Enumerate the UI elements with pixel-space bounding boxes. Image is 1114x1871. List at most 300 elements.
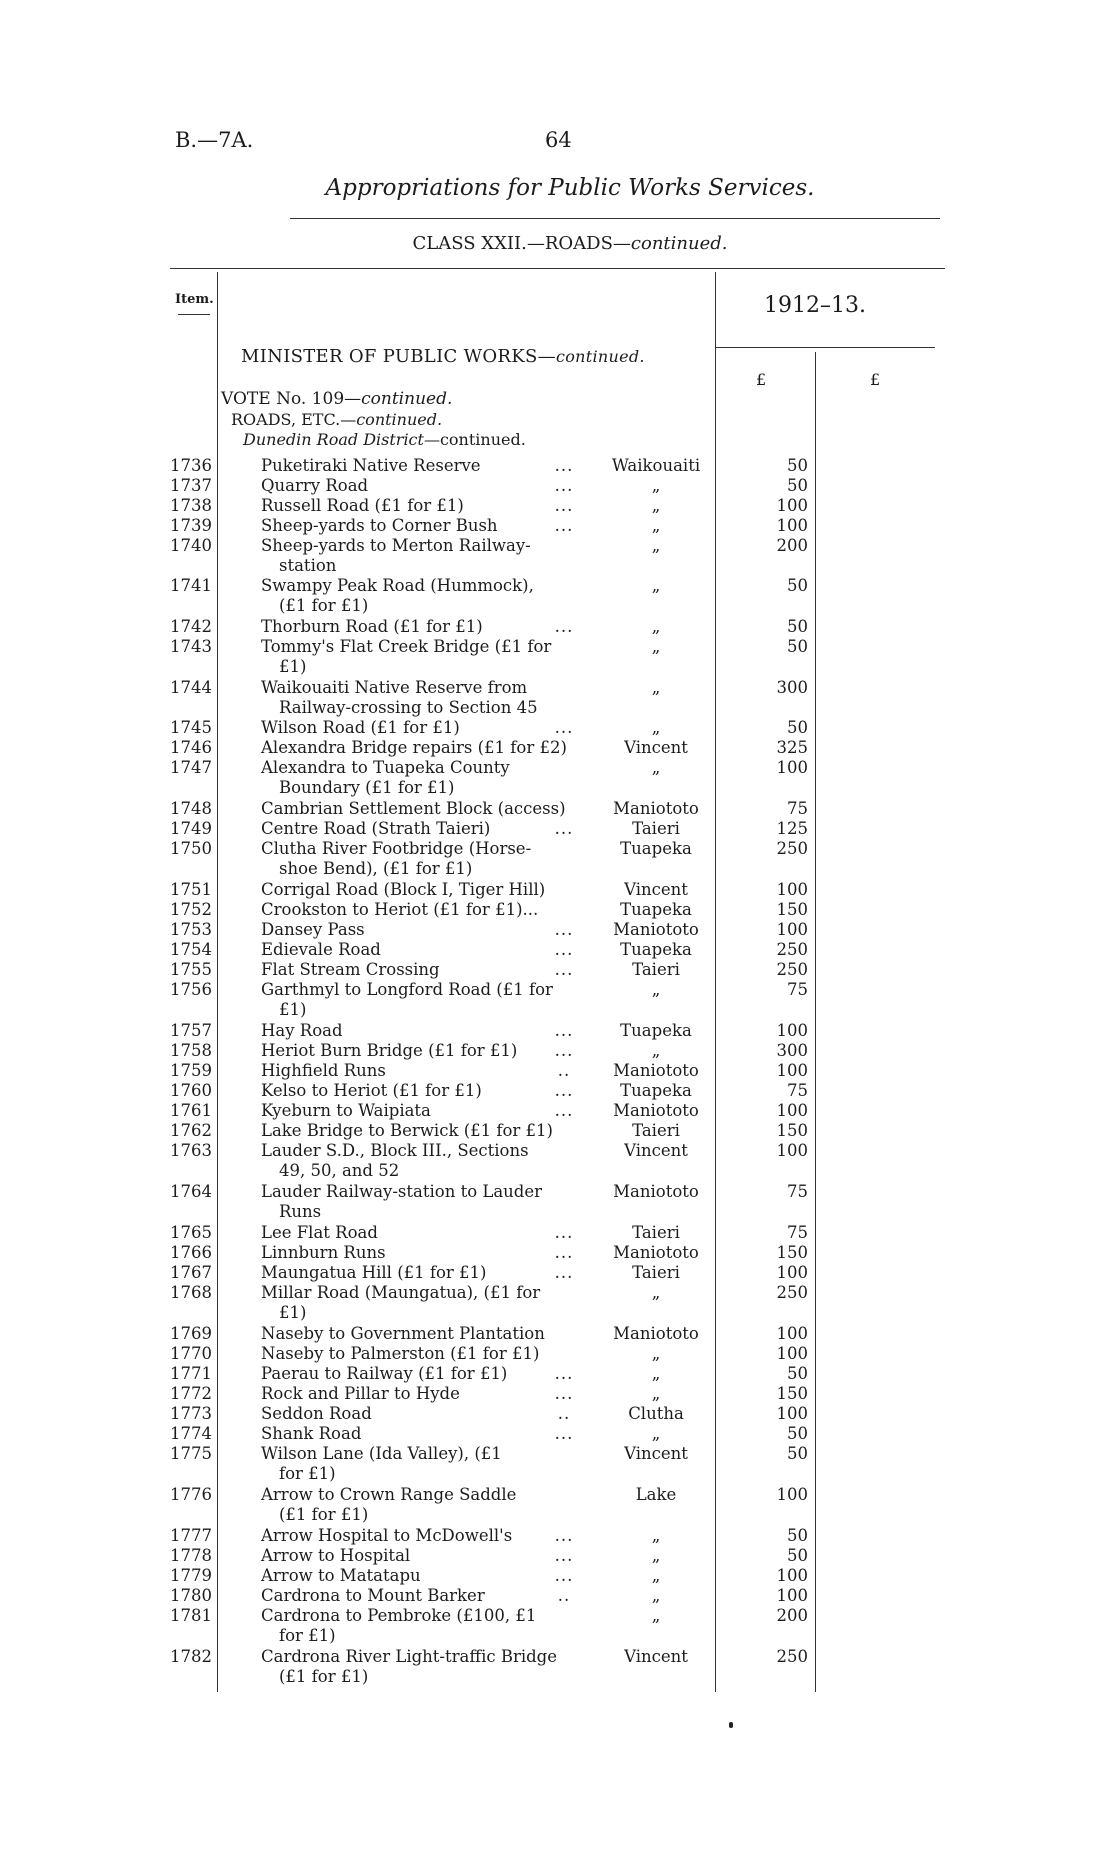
district-name: Tuapeka — [620, 900, 692, 919]
district-name: „ — [651, 617, 661, 636]
district-name: „ — [651, 576, 661, 595]
roads-subheading-text: ROADS, ETC.— — [231, 410, 357, 429]
item-description — [261, 1121, 586, 1141]
table-row — [0, 1021, 1114, 1041]
item-number: 1739 — [170, 516, 212, 535]
description-line: Swampy Peak Road (Hummock), — [261, 576, 534, 595]
table-row — [0, 1344, 1114, 1364]
item-number: 1770 — [170, 1344, 212, 1363]
table-row — [0, 1223, 1114, 1243]
leader-dots: ... — [554, 819, 574, 838]
item-description — [261, 1283, 586, 1323]
document-reference: B.—7A. — [175, 128, 254, 152]
amount-value: 250 — [776, 839, 808, 858]
district-name: „ — [651, 678, 661, 697]
item-description — [261, 880, 586, 900]
description-line: Kyeburn to Waipiata — [261, 1101, 431, 1120]
item-description — [261, 1223, 586, 1243]
description-continuation: Boundary (£1 for £1) — [279, 778, 455, 797]
table-row — [0, 1384, 1114, 1404]
district-name: Maniototo — [613, 799, 699, 818]
item-number: 1781 — [170, 1606, 212, 1625]
table-row — [0, 1283, 1114, 1322]
table-row — [0, 1424, 1114, 1444]
item-description — [261, 1404, 586, 1424]
item-description — [261, 900, 586, 920]
description-continuation: for £1) — [279, 1464, 336, 1483]
item-number: 1760 — [170, 1081, 212, 1100]
district-name: Taieri — [632, 819, 680, 838]
district-name: „ — [651, 1586, 661, 1605]
amount-value: 100 — [776, 1101, 808, 1120]
item-number: 1766 — [170, 1243, 212, 1262]
item-description — [261, 516, 586, 536]
amount-value: 50 — [787, 1424, 808, 1443]
item-number: 1756 — [170, 980, 212, 999]
table-row — [0, 1263, 1114, 1283]
table-row — [0, 758, 1114, 797]
table-row — [0, 920, 1114, 940]
item-description — [261, 617, 586, 637]
description-continuation: (£1 for £1) — [279, 1505, 369, 1524]
description-continuation: (£1 for £1) — [279, 596, 369, 615]
item-number: 1736 — [170, 456, 212, 475]
item-description — [261, 1526, 586, 1546]
description-continuation: (£1 for £1) — [279, 1667, 369, 1686]
item-number: 1765 — [170, 1223, 212, 1242]
district-name: „ — [651, 1606, 661, 1625]
leader-dots: ... — [554, 1223, 574, 1242]
amount-value: 150 — [776, 900, 808, 919]
table-row — [0, 1243, 1114, 1263]
amount-value: 125 — [776, 819, 808, 838]
item-number: 1738 — [170, 496, 212, 515]
item-description — [261, 1546, 586, 1566]
description-line: Lauder S.D., Block III., Sections — [261, 1141, 529, 1160]
year-column-header: 1912–13. — [764, 293, 866, 318]
amount-value: 75 — [787, 1223, 808, 1242]
leader-dots: ... — [554, 1243, 574, 1262]
description-line: Cambrian Settlement Block (access) — [261, 799, 566, 818]
item-number: 1763 — [170, 1141, 212, 1160]
district-name: Clutha — [628, 1404, 684, 1423]
item-number: 1750 — [170, 839, 212, 858]
district-name: „ — [651, 1424, 661, 1443]
description-line: Arrow to Hospital — [261, 1546, 411, 1565]
amount-value: 100 — [776, 1485, 808, 1504]
item-description — [261, 1263, 586, 1283]
description-line: Highfield Runs — [261, 1061, 386, 1080]
description-line: Cardrona to Mount Barker — [261, 1586, 485, 1605]
description-line: Lauder Railway-station to Lauder — [261, 1182, 543, 1201]
table-row — [0, 1141, 1114, 1180]
item-number: 1737 — [170, 476, 212, 495]
item-number: 1745 — [170, 718, 212, 737]
leader-dots: ... — [554, 718, 574, 737]
description-line: Flat Stream Crossing — [261, 960, 440, 979]
table-top-rule — [170, 268, 945, 269]
table-row — [0, 1647, 1114, 1686]
description-continuation: £1) — [279, 657, 307, 676]
item-description — [261, 1061, 586, 1081]
amount-value: 50 — [787, 1526, 808, 1545]
description-line: Lake Bridge to Berwick (£1 for £1) — [261, 1121, 553, 1140]
vote-heading-suffix: continued. — [361, 389, 453, 409]
page-title: Appropriations for Public Works Services. — [325, 175, 815, 201]
district-name: Vincent — [624, 1647, 688, 1666]
amount-value: 100 — [776, 1021, 808, 1040]
leader-dots: ... — [554, 1263, 574, 1282]
district-name: Lake — [635, 1485, 677, 1504]
district-name: „ — [651, 1566, 661, 1585]
amount-value: 50 — [787, 476, 808, 495]
description-line: Naseby to Government Plantation — [261, 1324, 545, 1343]
item-number: 1757 — [170, 1021, 212, 1040]
page-number: 64 — [545, 128, 572, 152]
amount-value: 50 — [787, 456, 808, 475]
description-continuation: £1) — [279, 1000, 307, 1019]
description-line: Arrow to Crown Range Saddle — [261, 1485, 517, 1504]
district-name: „ — [651, 980, 661, 999]
amount-value: 75 — [787, 980, 808, 999]
description-line: Linnburn Runs — [261, 1243, 386, 1262]
item-number: 1777 — [170, 1526, 212, 1545]
district-name: „ — [651, 1041, 661, 1060]
leader-dots: ... — [554, 1364, 574, 1383]
item-number: 1744 — [170, 678, 212, 697]
district-subheading-text: Dunedin Road District— — [243, 430, 440, 449]
item-description — [261, 476, 586, 496]
amount-value: 50 — [787, 576, 808, 595]
table-row — [0, 1404, 1114, 1424]
item-number: 1778 — [170, 1546, 212, 1565]
district-name: Taieri — [632, 1121, 680, 1140]
district-name: Vincent — [624, 738, 688, 757]
table-row — [0, 576, 1114, 615]
item-description — [261, 678, 586, 718]
description-continuation: 49, 50, and 52 — [279, 1161, 400, 1180]
class-heading — [290, 233, 850, 254]
leader-dots: ... — [554, 1546, 574, 1565]
item-number: 1773 — [170, 1404, 212, 1423]
table-row — [0, 1121, 1114, 1141]
item-column-header: Item. — [175, 292, 214, 307]
leader-dots: ... — [554, 617, 574, 636]
table-row — [0, 536, 1114, 575]
description-line: Maungatua Hill (£1 for £1) — [261, 1263, 487, 1282]
district-name: Maniototo — [613, 1243, 699, 1262]
item-description — [261, 738, 586, 758]
item-description — [261, 1485, 586, 1525]
description-line: Wilson Lane (Ida Valley), (£1 — [261, 1444, 502, 1463]
item-number: 1779 — [170, 1566, 212, 1585]
description-line: Seddon Road — [261, 1404, 372, 1423]
amount-value: 200 — [776, 536, 808, 555]
table-row — [0, 819, 1114, 839]
item-description — [261, 1566, 586, 1586]
item-description — [261, 1141, 586, 1181]
ink-speck — [729, 1722, 733, 1728]
leader-dots: ... — [554, 1424, 574, 1443]
district-name: Maniototo — [613, 1101, 699, 1120]
description-continuation: for £1) — [279, 1626, 336, 1645]
vote-heading — [221, 389, 452, 409]
description-line: Cardrona to Pembroke (£100, £1 — [261, 1606, 537, 1625]
district-name: Taieri — [632, 960, 680, 979]
item-description — [261, 1021, 586, 1041]
item-description — [261, 980, 586, 1020]
item-description — [261, 1243, 586, 1263]
item-header-underline — [178, 314, 210, 315]
description-line: Corrigal Road (Block I, Tiger Hill) — [261, 880, 546, 899]
item-number: 1772 — [170, 1384, 212, 1403]
amount-value: 150 — [776, 1243, 808, 1262]
description-line: Clutha River Footbridge (Horse- — [261, 839, 532, 858]
table-row — [0, 839, 1114, 878]
item-description — [261, 1647, 586, 1687]
amount-value: 250 — [776, 940, 808, 959]
item-description — [261, 637, 586, 677]
item-number: 1775 — [170, 1444, 212, 1463]
amount-value: 50 — [787, 1546, 808, 1565]
item-number: 1741 — [170, 576, 212, 595]
description-line: Shank Road — [261, 1424, 362, 1443]
table-row — [0, 637, 1114, 676]
amount-value: 75 — [787, 799, 808, 818]
description-continuation: shoe Bend), (£1 for £1) — [279, 859, 473, 878]
item-number: 1769 — [170, 1324, 212, 1343]
district-name: „ — [651, 718, 661, 737]
amount-value: 50 — [787, 1364, 808, 1383]
description-continuation: £1) — [279, 1303, 307, 1322]
item-number: 1764 — [170, 1182, 212, 1201]
pound-column-2-header: £ — [870, 370, 881, 389]
table-row — [0, 1324, 1114, 1344]
item-description — [261, 1364, 586, 1384]
leader-dots: ... — [554, 940, 574, 959]
district-name: „ — [651, 1283, 661, 1302]
description-continuation: station — [279, 556, 337, 575]
description-line: Paerau to Railway (£1 for £1) — [261, 1364, 508, 1383]
description-line: Arrow Hospital to McDowell's — [261, 1526, 513, 1545]
amount-value: 100 — [776, 516, 808, 535]
district-name: „ — [651, 1384, 661, 1403]
table-row — [0, 1364, 1114, 1384]
district-name: Tuapeka — [620, 940, 692, 959]
description-line: Hay Road — [261, 1021, 343, 1040]
amount-value: 100 — [776, 1324, 808, 1343]
table-row — [0, 1101, 1114, 1121]
district-name: Tuapeka — [620, 1081, 692, 1100]
district-name: „ — [651, 536, 661, 555]
leader-dots: ... — [554, 1566, 574, 1585]
table-row — [0, 1546, 1114, 1566]
minister-heading — [241, 346, 645, 367]
district-subheading-suffix: continued. — [439, 430, 526, 449]
leader-dots: .. — [557, 1586, 571, 1605]
amount-value: 100 — [776, 1263, 808, 1282]
leader-dots: ... — [554, 960, 574, 979]
district-name: Vincent — [624, 1141, 688, 1160]
item-number: 1740 — [170, 536, 212, 555]
item-description — [261, 718, 586, 738]
table-row — [0, 1061, 1114, 1081]
amount-value: 100 — [776, 1141, 808, 1160]
leader-dots: ... — [554, 920, 574, 939]
amount-value: 50 — [787, 1444, 808, 1463]
class-heading-suffix: continued. — [630, 233, 728, 254]
district-name: Waikouaiti — [611, 456, 701, 475]
amount-value: 200 — [776, 1606, 808, 1625]
item-number: 1749 — [170, 819, 212, 838]
district-name: Maniototo — [613, 1061, 699, 1080]
description-line: Alexandra to Tuapeka County — [261, 758, 510, 777]
description-line: Sheep-yards to Merton Railway- — [261, 536, 531, 555]
description-line: Wilson Road (£1 for £1) — [261, 718, 460, 737]
table-row — [0, 900, 1114, 920]
item-description — [261, 960, 586, 980]
amount-value: 75 — [787, 1081, 808, 1100]
table-row — [0, 1566, 1114, 1586]
item-description — [261, 758, 586, 798]
table-row — [0, 718, 1114, 738]
item-description — [261, 799, 586, 819]
item-number: 1755 — [170, 960, 212, 979]
table-row — [0, 960, 1114, 980]
item-description — [261, 1444, 586, 1484]
item-description — [261, 496, 586, 516]
amount-value: 100 — [776, 758, 808, 777]
description-line: Edievale Road — [261, 940, 381, 959]
item-description — [261, 819, 586, 839]
item-description — [261, 1384, 586, 1404]
description-line: Rock and Pillar to Hyde — [261, 1384, 460, 1403]
description-line: Centre Road (Strath Taieri) — [261, 819, 491, 838]
district-name: „ — [651, 1364, 661, 1383]
item-description — [261, 456, 586, 476]
item-description — [261, 1101, 586, 1121]
item-description — [261, 839, 586, 879]
amount-value: 150 — [776, 1384, 808, 1403]
leader-dots: ... — [554, 516, 574, 535]
district-name: „ — [651, 496, 661, 515]
district-name: Taieri — [632, 1223, 680, 1242]
item-number: 1754 — [170, 940, 212, 959]
amount-value: 325 — [776, 738, 808, 757]
table-row — [0, 1041, 1114, 1061]
table-row — [0, 1586, 1114, 1606]
amount-value: 100 — [776, 920, 808, 939]
item-number: 1762 — [170, 1121, 212, 1140]
description-line: Crookston to Heriot (£1 for £1)... — [261, 900, 539, 919]
vote-heading-text: VOTE No. 109— — [221, 389, 362, 409]
table-row — [0, 940, 1114, 960]
amount-value: 300 — [776, 678, 808, 697]
roads-subheading — [231, 410, 442, 429]
item-number: 1759 — [170, 1061, 212, 1080]
item-number: 1743 — [170, 637, 212, 656]
table-row — [0, 880, 1114, 900]
item-description — [261, 1182, 586, 1222]
amount-value: 100 — [776, 1404, 808, 1423]
minister-heading-text: MINISTER OF PUBLIC WORKS— — [241, 346, 556, 367]
description-continuation: Railway-crossing to Section 45 — [279, 698, 538, 717]
leader-dots: ... — [554, 1101, 574, 1120]
description-line: Dansey Pass — [261, 920, 365, 939]
year-header-rule — [715, 347, 935, 348]
table-row — [0, 496, 1114, 516]
amount-value: 100 — [776, 1344, 808, 1363]
table-row — [0, 1526, 1114, 1546]
table-row — [0, 1485, 1114, 1524]
item-description — [261, 1586, 586, 1606]
item-number: 1771 — [170, 1364, 212, 1383]
amount-value: 100 — [776, 1061, 808, 1080]
item-number: 1753 — [170, 920, 212, 939]
description-line: Kelso to Heriot (£1 for £1) — [261, 1081, 482, 1100]
item-number: 1742 — [170, 617, 212, 636]
item-number: 1776 — [170, 1485, 212, 1504]
amount-value: 250 — [776, 1283, 808, 1302]
item-description — [261, 1424, 586, 1444]
description-line: Alexandra Bridge repairs (£1 for £2) — [261, 738, 567, 757]
leader-dots: ... — [554, 1021, 574, 1040]
leader-dots: ... — [554, 1041, 574, 1060]
amount-value: 100 — [776, 1586, 808, 1605]
description-line: Arrow to Matatapu — [261, 1566, 421, 1585]
item-number: 1768 — [170, 1283, 212, 1302]
description-line: Millar Road (Maungatua), (£1 for — [261, 1283, 541, 1302]
item-description — [261, 1081, 586, 1101]
leader-dots: ... — [554, 1081, 574, 1100]
table-row — [0, 799, 1114, 819]
district-name: Tuapeka — [620, 839, 692, 858]
district-name: „ — [651, 516, 661, 535]
item-number: 1746 — [170, 738, 212, 757]
description-line: Thorburn Road (£1 for £1) — [261, 617, 483, 636]
amount-value: 300 — [776, 1041, 808, 1060]
amount-value: 250 — [776, 1647, 808, 1666]
item-number: 1761 — [170, 1101, 212, 1120]
table-row — [0, 617, 1114, 637]
description-line: Tommy's Flat Creek Bridge (£1 for — [261, 637, 552, 656]
item-number: 1782 — [170, 1647, 212, 1666]
pound-column-1-header: £ — [756, 370, 767, 389]
amount-value: 150 — [776, 1121, 808, 1140]
description-line: Quarry Road — [261, 476, 369, 495]
item-number: 1748 — [170, 799, 212, 818]
description-continuation: Runs — [279, 1202, 322, 1221]
item-description — [261, 536, 586, 576]
amount-value: 75 — [787, 1182, 808, 1201]
item-number: 1751 — [170, 880, 212, 899]
description-line: Lee Flat Road — [261, 1223, 378, 1242]
district-name: „ — [651, 758, 661, 777]
item-number: 1752 — [170, 900, 212, 919]
minister-heading-suffix: continued. — [555, 347, 645, 366]
description-line: Puketiraki Native Reserve — [261, 456, 481, 475]
district-name: „ — [651, 637, 661, 656]
amount-value: 50 — [787, 617, 808, 636]
table-row — [0, 1606, 1114, 1645]
district-name: Maniototo — [613, 1182, 699, 1201]
leader-dots: ... — [554, 1384, 574, 1403]
leader-dots: .. — [557, 1404, 571, 1423]
leader-dots: ... — [554, 476, 574, 495]
district-name: „ — [651, 1344, 661, 1363]
description-line: Sheep-yards to Corner Bush — [261, 516, 498, 535]
district-name: „ — [651, 476, 661, 495]
